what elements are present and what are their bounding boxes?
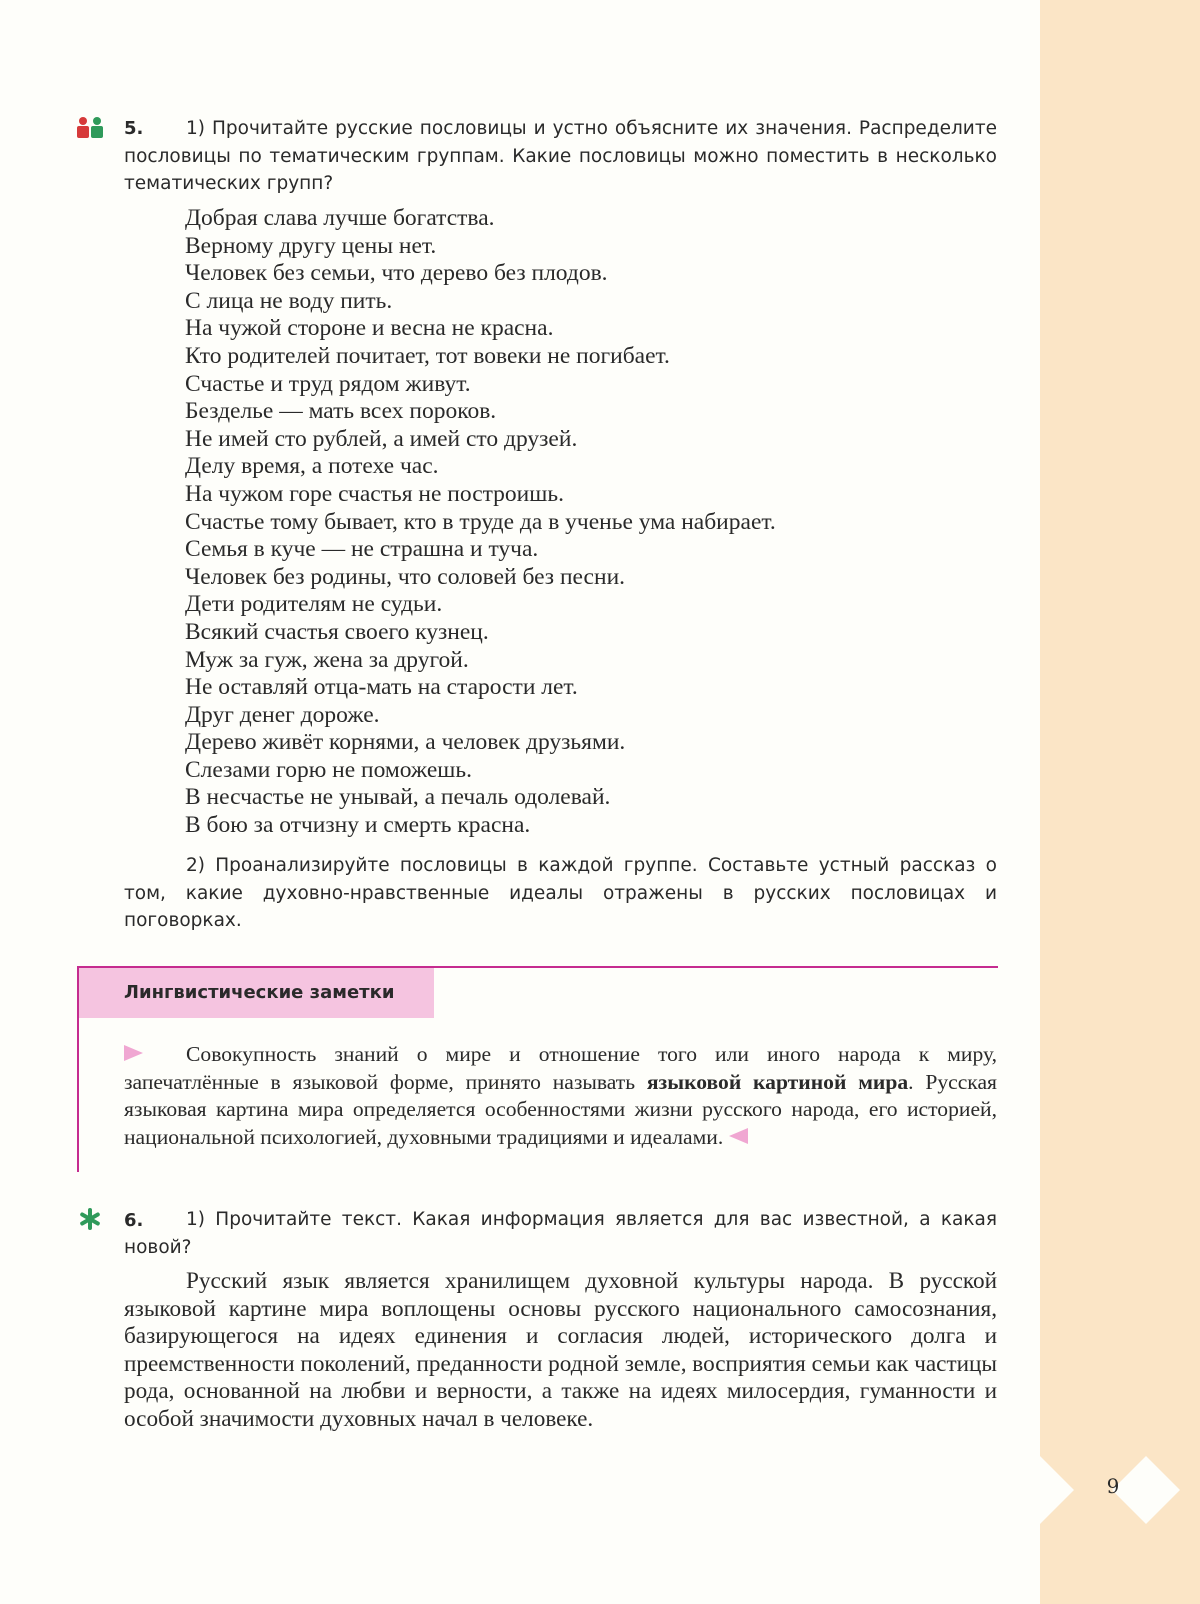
proverb-item: Человек без семьи, что дерево без плодов. bbox=[185, 260, 608, 287]
proverb-item: Счастье и труд рядом живут. bbox=[185, 370, 471, 397]
note-term: языковой картиной мира bbox=[646, 1069, 909, 1094]
proverb-item: В несчастье не унывай, а печаль одолевай. bbox=[185, 784, 611, 811]
proverb-item: Человек без родины, что соловей без песни. bbox=[185, 563, 626, 590]
note-title: Лингвистические заметки bbox=[124, 982, 395, 1003]
asterisk-icon bbox=[79, 1208, 101, 1230]
proverb-item: Дерево живёт корнями, а человек друзьями. bbox=[185, 729, 626, 756]
proverb-item: На чужом горе счастья не построишь. bbox=[185, 480, 564, 507]
triangle-left-icon bbox=[729, 1127, 749, 1145]
pair-work-icon bbox=[76, 116, 104, 140]
exercise-text: Русский язык является хранилищем духовной культуры народа. В русской языковой картине мира воплощены основы русского национального самосознания, базирующегося на идеях единения и согласия людей, исторического долга и преемственности поколений, преданности родной земле, восприятия семьи как частицы рода, основанной на любви и верности, а также на идеях милосердия, гуманности и особой значимости духовных начал в человеке. bbox=[124, 1268, 997, 1432]
proverb-item: Верному другу цены нет. bbox=[185, 232, 437, 259]
proverb-item: Не имей сто рублей, а имей сто друзей. bbox=[185, 425, 578, 452]
triangle-right-icon bbox=[124, 1044, 146, 1062]
exercise-task: 1) Прочитайте русские пословицы и устно объясните их значения. Распределите пословицы по тематическим группам. Какие пословицы можно поместить в несколько тематических групп? bbox=[124, 118, 997, 194]
proverb-item: Кто родителей почитает, тот вовеки не погибает. bbox=[185, 342, 670, 369]
proverb-item: Добрая слава лучше богатства. bbox=[185, 205, 495, 231]
page-number: 9 bbox=[1106, 1474, 1120, 1498]
proverb-item: Муж за гуж, жена за другой. bbox=[185, 646, 469, 673]
note-text: Совокупность знаний о мире и отношение того или иного народа к миру, запечатлённые в языковой форме, принято называть языковой картиной мира. Русская языковая картина мира определяется особенностями жизни русского народа, его историей, национальной психологией, духовными традициями и идеалами. bbox=[124, 1042, 997, 1149]
proverb-item: Всякий счастья своего кузнец. bbox=[185, 618, 489, 645]
proverb-item: Дети родителям не судьи. bbox=[185, 591, 443, 618]
proverb-item: Делу время, а потехе час. bbox=[185, 453, 439, 480]
exercise-task-2: 2) Проанализируйте пословицы в каждой группе. Составьте устный рассказ о том, какие духовно-нравственные идеалы отражены в русских пословицах и поговорках. bbox=[124, 855, 997, 931]
exercise-task: 1) Прочитайте текст. Какая информация является для вас известной, а какая новой? bbox=[124, 1209, 997, 1258]
exercise-number: 5. bbox=[124, 118, 144, 139]
proverb-item: Слезами горю не поможешь. bbox=[185, 756, 472, 783]
proverb-item: В бою за отчизну и смерть красна. bbox=[185, 812, 531, 839]
proverb-item: Семья в куче — не страшна и туча. bbox=[185, 536, 539, 563]
proverb-item: На чужой стороне и весна не красна. bbox=[185, 315, 554, 342]
side-margin-strip bbox=[1040, 0, 1200, 1604]
exercise-number: 6. bbox=[124, 1210, 144, 1231]
proverb-item: Счастье тому бывает, кто в труде да в ученье ума набирает. bbox=[185, 508, 776, 535]
proverb-item: Не оставляй отца-мать на старости лет. bbox=[185, 674, 578, 701]
proverb-item: С лица не воду пить. bbox=[185, 287, 393, 314]
proverb-item: Друг денег дороже. bbox=[185, 701, 380, 728]
proverb-list bbox=[185, 205, 985, 840]
proverb-item: Безделье — мать всех пороков. bbox=[185, 398, 497, 425]
